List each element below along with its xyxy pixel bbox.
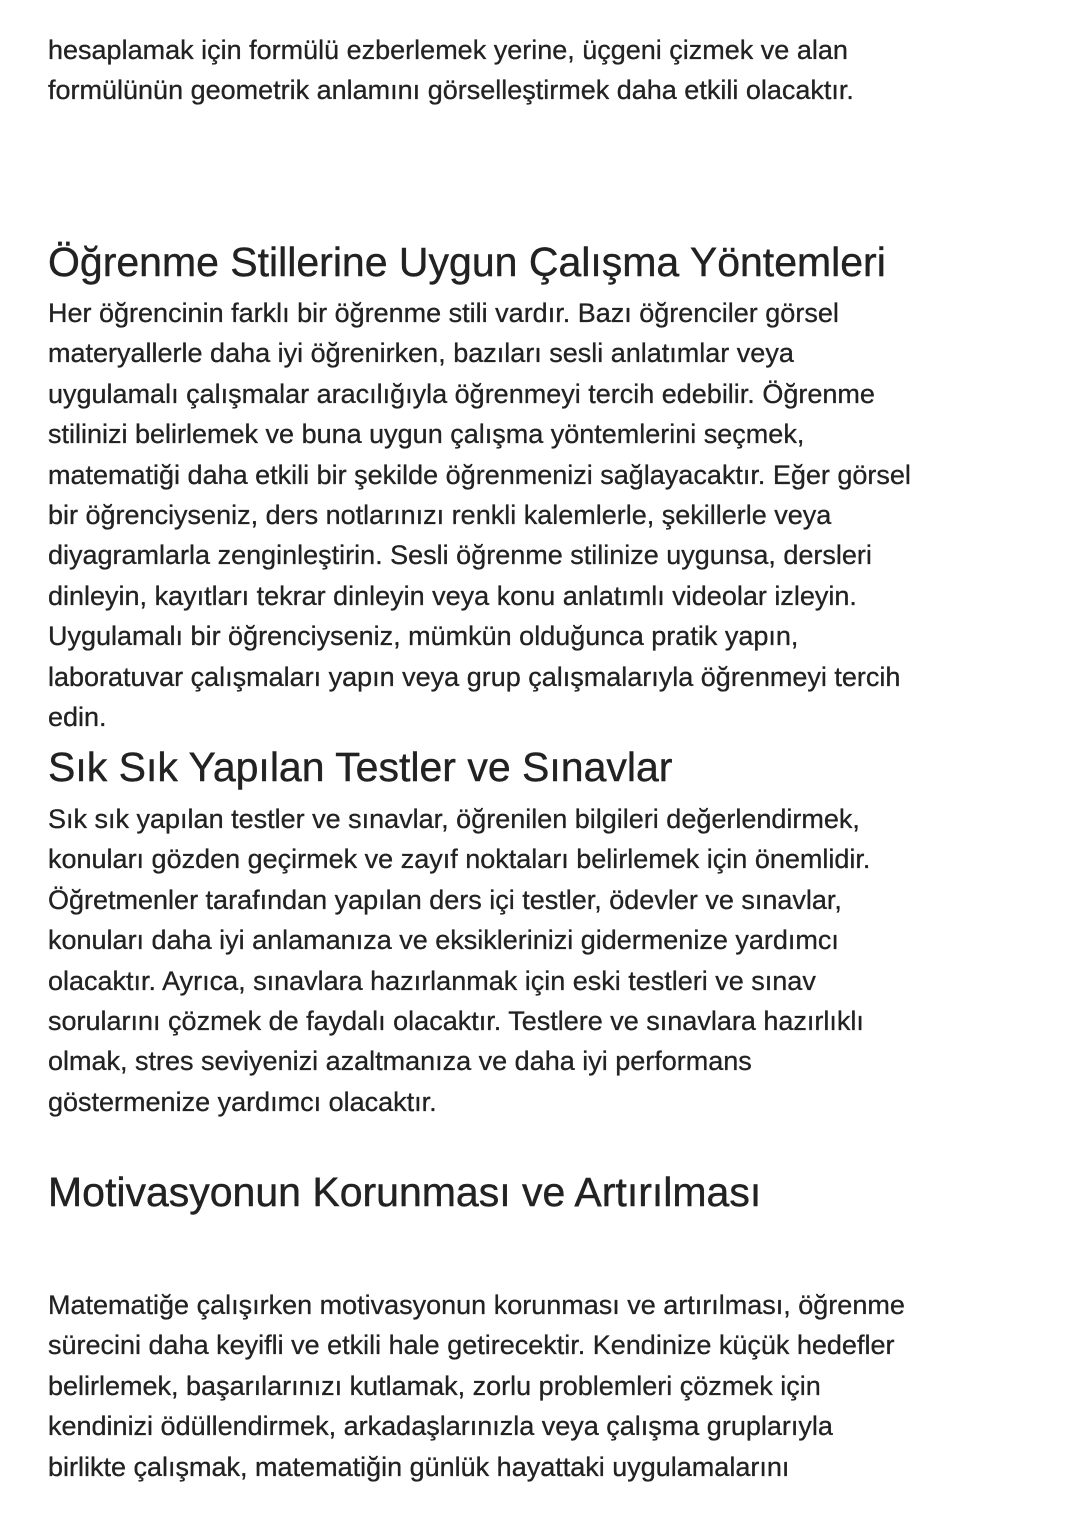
text-line: matematiği daha etkili bir şekilde öğrenmenizi sağlayacaktır. Eğer görsel — [48, 459, 911, 490]
text-line: edin. — [48, 701, 107, 732]
section-heading-learning-styles: Öğrenme Stillerine Uygun Çalışma Yöntemleri — [48, 239, 886, 285]
text-line: sürecini daha keyifli ve etkili hale getirecektir. Kendinize küçük hedefler — [48, 1330, 895, 1361]
text-line: konuları daha iyi anlamanıza ve eksiklerinizi gidermenize yardımcı — [48, 925, 839, 956]
text-line: sorularını çözmek de faydalı olacaktır. Testlere ve sınavlara hazırlıklı — [48, 1005, 864, 1036]
text-line: Uygulamalı bir öğrenciyseniz, mümkün olduğunca pratik yapın, — [48, 621, 799, 652]
learning-styles-paragraph — [48, 293, 911, 737]
text-line: bir öğrenciyseniz, ders notlarınızı renkli kalemlerle, şekillerle veya — [48, 499, 832, 530]
text-line: formülünün geometrik anlamını görselleştirmek daha etkili olacaktır. — [48, 75, 854, 106]
text-line: konuları gözden geçirmek ve zayıf noktaları belirlemek için önemlidir. — [48, 844, 871, 875]
intro-paragraph — [48, 30, 854, 111]
text-line: uygulamalı çalışmalar aracılığıyla öğrenmeyi tercih edebilir. Öğrenme — [48, 378, 875, 409]
text-line: Matematiğe çalışırken motivasyonun korunması ve artırılması, öğrenme — [48, 1290, 905, 1320]
tests-paragraph — [48, 799, 870, 1122]
text-line: stilinizi belirlemek ve buna uygun çalışma yöntemlerini seçmek, — [48, 419, 805, 450]
text-line: Öğretmenler tarafından yapılan ders içi testler, ödevler ve sınavlar, — [48, 884, 842, 915]
section-heading-tests: Sık Sık Yapılan Testler ve Sınavlar — [48, 744, 673, 790]
text-line: Sık sık yapılan testler ve sınavlar, öğrenilen bilgileri değerlendirmek, — [48, 804, 860, 834]
text-line: Her öğrencinin farklı bir öğrenme stili vardır. Bazı öğrenciler görsel — [48, 298, 839, 328]
text-line: hesaplamak için formülü ezberlemek yerine, üçgeni çizmek ve alan — [48, 35, 848, 65]
text-line: dinleyin, kayıtları tekrar dinleyin veya konu anlatımlı videolar izleyin. — [48, 580, 857, 611]
text-line: materyallerle daha iyi öğrenirken, bazıları sesli anlatımlar veya — [48, 338, 794, 369]
text-line: diyagramlarla zenginleştirin. Sesli öğrenme stilinize uygunsa, dersleri — [48, 540, 872, 571]
section-heading-motivation: Motivasyonun Korunması ve Artırılması — [48, 1169, 762, 1215]
motivation-paragraph — [48, 1285, 905, 1487]
text-line: belirlemek, başarılarınızı kutlamak, zorlu problemleri çözmek için — [48, 1370, 821, 1401]
text-line: olmak, stres seviyenizi azaltmanıza ve daha iyi performans — [48, 1046, 752, 1077]
text-line: olacaktır. Ayrıca, sınavlara hazırlanmak için eski testleri ve sınav — [48, 965, 816, 996]
text-line: göstermenize yardımcı olacaktır. — [48, 1086, 437, 1117]
text-line: birlikte çalışmak, matematiğin günlük hayattaki uygulamalarını — [48, 1451, 790, 1482]
text-line: kendinizi ödüllendirmek, arkadaşlarınızla veya çalışma gruplarıyla — [48, 1411, 833, 1442]
text-line: laboratuvar çalışmaları yapın veya grup çalışmalarıyla öğrenmeyi tercih — [48, 661, 901, 692]
